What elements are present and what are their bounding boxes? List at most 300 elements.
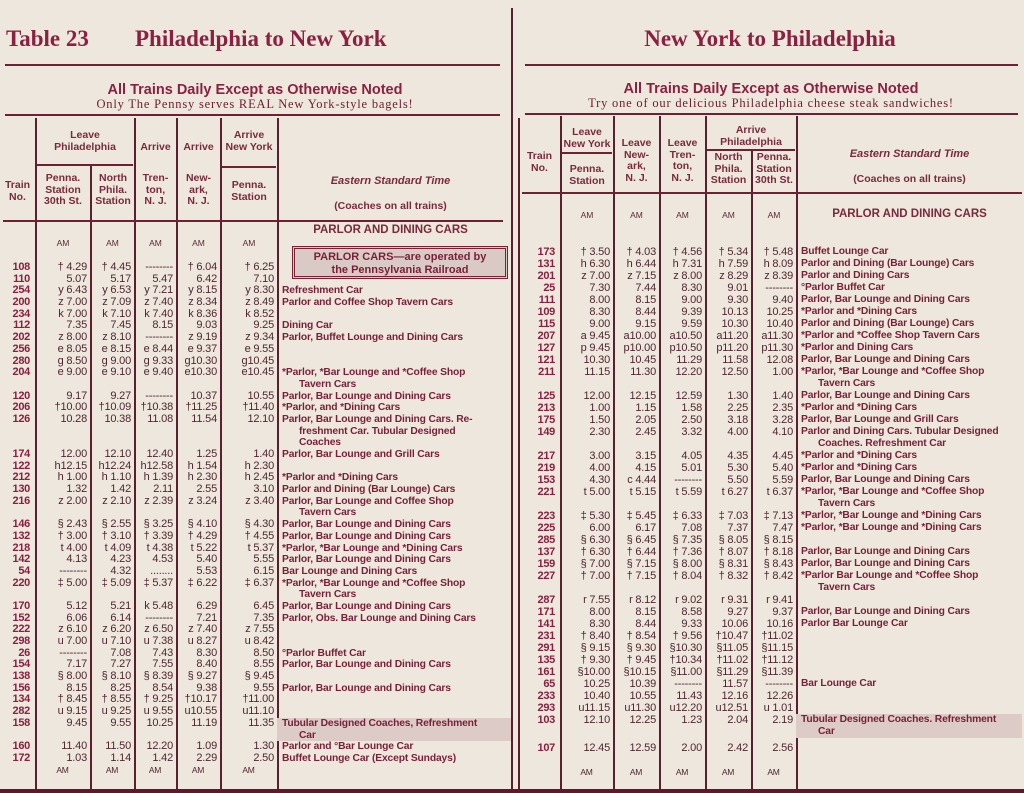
right-subtitle: Try one of our delicious Philadelphia cheese steak sandwiches! [588, 96, 954, 110]
time-cell: † 8.54 [626, 630, 656, 642]
table-row-continuation [519, 498, 1022, 510]
table-row [0, 613, 511, 625]
time-cell: -------- [145, 612, 173, 624]
train-number: 160 [12, 741, 30, 753]
blank [519, 378, 560, 390]
header-penna-station-30th: Penna. Station 30th St. [44, 172, 82, 207]
table-row [519, 534, 1022, 546]
time-cell: 10.55 [247, 390, 274, 402]
time-cell: 1.14 [110, 752, 131, 764]
table-row [519, 450, 1022, 462]
divider [5, 64, 500, 66]
time-cell: 4.13 [66, 554, 87, 566]
time-cell: z 2.39 [144, 495, 173, 507]
time-cell: 5.12 [66, 600, 87, 612]
table-row [519, 666, 1022, 678]
time-cell: a10.00 [623, 330, 656, 342]
table-row [519, 714, 1022, 726]
time-cell: 8.30 [589, 618, 610, 630]
time-cell: § 9.30 [626, 642, 656, 654]
car-description [277, 671, 511, 683]
time-cell: 2.45 [635, 426, 656, 438]
time-cell: ‡ 5.37 [143, 577, 173, 589]
time-cell: 5.40 [772, 462, 793, 474]
time-cell: 10.39 [629, 678, 656, 690]
car-description: Parlor, Bar Lounge and Dining Cars [801, 390, 970, 401]
time-cell: e 9.00 [57, 367, 87, 379]
time-cell: † 3.50 [580, 246, 610, 258]
time-cell: u 8.42 [244, 636, 274, 647]
table-row [519, 546, 1022, 558]
car-description: Parlor and Dining (Bar Lounge) Cars [801, 318, 975, 329]
time-cell: g 9.00 [101, 355, 131, 367]
time-cell: 4.15 [635, 462, 656, 474]
car-description: Parlor, Bar Lounge and Dining Cars [801, 294, 970, 305]
time-cell: u 7.00 [57, 636, 87, 647]
car-description: Parlor, Bar Lounge and Dining Cars [801, 474, 970, 485]
time-cell: u10.55 [184, 706, 217, 718]
train-number: 126 [12, 413, 30, 425]
time-cell: z 8.29 [719, 270, 748, 282]
car-description: Car [796, 726, 1022, 738]
time-cell: 2.05 [635, 414, 656, 426]
time-cell: 7.21 [196, 612, 217, 624]
car-description: *Parlor, and *Dining Cars [282, 402, 401, 414]
train-number: 138 [12, 671, 30, 683]
time-cell: 10.06 [721, 618, 748, 630]
time-cell: g 8.50 [57, 355, 87, 367]
time-cell: 6.14 [110, 612, 131, 624]
train-number: 131 [537, 258, 555, 270]
train-number: 107 [537, 742, 555, 754]
table-row-continuation [519, 438, 1022, 450]
table-row [0, 636, 511, 648]
time-cell: u11.15 [578, 702, 610, 714]
time-cell [176, 426, 220, 438]
time-cell: 1.50 [589, 414, 610, 426]
train-number: 216 [12, 495, 30, 507]
car-description: Parlor, Bar Lounge and Dining Cars [282, 682, 451, 694]
time-cell: e 9.10 [101, 367, 131, 379]
car-description: Parlor and Coffee Shop Tavern Cars [282, 297, 453, 309]
table-row [0, 297, 511, 309]
time-cell [220, 379, 277, 391]
time-cell: 9.37 [772, 606, 793, 618]
time-cell: † 6.44 [626, 546, 656, 558]
table-row [519, 594, 1022, 606]
time-cell: 12.20 [675, 366, 702, 378]
time-cell: 2.50 [253, 752, 274, 764]
time-cell: 8.54 [152, 682, 173, 694]
time-cell: 7.35 [66, 320, 87, 332]
car-description: *Parlor, *Bar Lounge and *Coffee Shop [282, 367, 466, 379]
time-cell: † 8.18 [763, 546, 793, 558]
time-cell: 10.38 [104, 413, 131, 425]
section-title: PARLOR AND DINING CARS [832, 208, 987, 220]
time-cell: 2.25 [727, 402, 748, 414]
time-cell: 5.21 [110, 600, 131, 612]
table-row [0, 648, 511, 660]
time-cell: 7.55 [152, 659, 173, 671]
time-cell: § 6.45 [626, 534, 656, 546]
train-number: 65 [543, 678, 555, 690]
time-cell: 9.03 [196, 320, 217, 332]
time-cell: §11.00 [670, 666, 702, 678]
time-cell: 6.42 [196, 273, 217, 285]
time-cell: § 7.15 [626, 558, 656, 570]
time-cell: 2.50 [681, 414, 702, 426]
am-label: AM [56, 238, 70, 248]
time-cell: c 4.44 [627, 474, 656, 486]
time-cell: t 6.37 [766, 486, 793, 498]
time-cell: ‡ 6.33 [672, 510, 702, 522]
time-cell: p10.00 [623, 342, 656, 354]
time-cell: 5.07 [66, 273, 87, 285]
blank [0, 730, 35, 742]
header-penna-station: Penna. Station [231, 179, 267, 203]
panel-divider [511, 8, 513, 793]
time-cell: e 9.37 [187, 343, 217, 355]
car-description: *Parlor, *Bar Lounge and *Dining Cars [801, 510, 982, 521]
car-description: Coaches [299, 437, 341, 449]
time-cell: 8.50 [253, 647, 274, 659]
table-row [0, 659, 511, 671]
car-description: Refreshment Car [282, 285, 363, 297]
am-label: AM [580, 767, 593, 777]
time-cell: § 2.43 [57, 519, 87, 531]
table-row [0, 718, 511, 730]
time-cell: 9.27 [727, 606, 748, 618]
header-eastern-standard-time: Eastern Standard Time [849, 148, 970, 160]
time-cell: 10.55 [629, 690, 656, 702]
time-cell: 1.42 [110, 484, 131, 496]
time-cell: p11.20 [716, 342, 748, 354]
time-cell: 7.35 [253, 612, 274, 624]
time-cell: u 9.55 [143, 706, 173, 718]
time-cell: 1.40 [253, 449, 274, 460]
time-cell: 10.30 [721, 318, 748, 330]
divider [522, 192, 1022, 194]
time-cell: -------- [145, 262, 173, 273]
time-cell: §11.15 [761, 642, 793, 654]
train-number: 110 [13, 273, 30, 285]
car-description: Tubular Designed Coaches, Refreshment [277, 718, 511, 730]
time-cell: 8.15 [635, 606, 656, 618]
time-cell: 11.19 [191, 717, 217, 729]
time-cell: t 4.09 [104, 542, 131, 554]
time-cell: -------- [765, 678, 793, 690]
header-arrive: Arrive [183, 141, 214, 153]
time-cell: 2.56 [772, 742, 793, 754]
time-cell: r 9.41 [766, 594, 793, 606]
time-cell [659, 378, 705, 390]
table-row [519, 342, 1022, 354]
time-cell: 7.08 [110, 647, 131, 659]
blank [0, 426, 35, 438]
table-row [519, 486, 1022, 498]
time-cell: 11.54 [191, 413, 217, 425]
am-label: AM [105, 764, 119, 775]
time-cell: 5.40 [196, 554, 217, 566]
train-number: 146 [12, 519, 30, 531]
table-row [0, 285, 511, 297]
header-coaches: (Coaches on all trains) [853, 173, 966, 185]
time-cell: e10.30 [184, 367, 217, 379]
train-number: 285 [537, 534, 555, 546]
train-number: 291 [537, 642, 555, 654]
time-cell: § 7.35 [672, 534, 702, 546]
time-cell: e 8.44 [143, 343, 173, 355]
table-row [0, 554, 511, 566]
time-cell: 9.38 [196, 682, 217, 694]
blank [519, 438, 560, 450]
time-cell: †11.12 [761, 654, 793, 666]
time-cell: 8.25 [110, 682, 131, 694]
time-cell: 8.00 [589, 294, 610, 306]
table-row [0, 472, 511, 484]
time-cell: h 2.30 [187, 472, 217, 484]
time-cell: 11.40 [61, 741, 87, 753]
time-cell: 12.45 [583, 742, 610, 754]
time-cell: 10.25 [146, 717, 173, 729]
time-cell: 11.35 [248, 717, 274, 729]
time-cell: h 1.00 [57, 472, 87, 484]
time-cell: † 9.30 [580, 654, 610, 666]
time-cell: 2.29 [196, 752, 217, 764]
time-cell: a 9.45 [580, 330, 610, 342]
car-description: Bar Lounge Car [801, 678, 877, 689]
train-number: 233 [537, 690, 555, 702]
time-cell [560, 378, 613, 390]
table-number: Table 23 [6, 26, 89, 51]
table-row [519, 306, 1022, 318]
table-row [519, 366, 1022, 378]
train-number: 218 [12, 542, 30, 554]
train-number: 132 [12, 530, 30, 542]
time-cell [659, 438, 705, 450]
time-cell: § 7.00 [580, 558, 610, 570]
car-description: Parlor, Bar Lounge and Dining Cars. Re- [282, 413, 473, 425]
train-number: 175 [537, 414, 555, 426]
car-description: *Parlor Bar Lounge and *Coffee Shop [801, 570, 979, 581]
time-cell: t 5.15 [629, 486, 656, 498]
train-number: 234 [12, 308, 30, 320]
car-description: *Parlor, *Bar Lounge and *Coffee Shop [801, 486, 985, 497]
time-cell: z 6.10 [58, 624, 87, 636]
time-cell: 2.11 [153, 484, 173, 496]
car-description: °Parlor Buffet Car [282, 647, 366, 659]
header-leave-newark: Leave New- ark, N. J. [621, 137, 652, 184]
time-cell: †11.02 [716, 654, 748, 666]
time-cell: k 7.10 [102, 308, 131, 320]
time-cell: 2.35 [772, 402, 793, 414]
time-cell: 7.10 [253, 273, 274, 285]
time-cell: 6.45 [253, 600, 274, 612]
time-cell: u 1.01 [763, 702, 793, 714]
time-cell: 12.25 [629, 714, 656, 726]
car-description: *Parlor and *Dining Cars [801, 306, 917, 317]
car-description: Parlor, Bar Lounge and Dining Cars [282, 554, 451, 566]
table-row [0, 262, 511, 274]
time-cell: y 8.15 [188, 285, 217, 297]
time-cell: u 7.38 [143, 636, 173, 647]
time-cell [176, 507, 220, 519]
car-description: *Parlor, *Bar Lounge and *Coffee Shop [801, 366, 985, 377]
time-cell: 12.10 [247, 413, 274, 425]
am-row [0, 765, 511, 777]
time-cell: -------- [59, 565, 87, 577]
time-cell: u 7.10 [101, 636, 131, 647]
train-number: 121 [537, 354, 555, 366]
table-row [519, 390, 1022, 402]
time-cell: z 7.00 [58, 297, 87, 309]
header-eastern-standard-time: Eastern Standard Time [330, 175, 451, 187]
table-row [519, 742, 1022, 754]
time-cell: †10.17 [184, 694, 217, 706]
train-number: 141 [537, 618, 555, 630]
time-cell: † 9.25 [143, 694, 173, 706]
time-cell: h 6.44 [626, 258, 656, 270]
time-cell: z 9.34 [245, 332, 274, 344]
time-cell: † 4.45 [101, 262, 131, 273]
car-description: Bar Lounge and Dining Cars [282, 565, 418, 577]
time-cell: 7.17 [66, 659, 87, 671]
time-cell: 9.25 [253, 320, 274, 332]
time-cell: ‡ 5.00 [57, 577, 87, 589]
time-cell: 9.59 [681, 318, 702, 330]
time-cell: h 7.59 [718, 258, 748, 270]
time-cell: 9.40 [772, 294, 793, 306]
train-number: 154 [12, 659, 30, 671]
time-cell: 9.45 [66, 717, 87, 729]
time-cell: § 4.10 [187, 519, 217, 531]
time-cell: u12.20 [669, 702, 702, 714]
time-cell: u 8.27 [187, 636, 217, 647]
am-label: AM [242, 764, 255, 775]
time-cell: z 6.20 [102, 624, 131, 636]
time-cell: §11.29 [716, 666, 748, 678]
table-row [0, 578, 511, 590]
time-cell [90, 379, 134, 391]
train-number: 156 [12, 682, 30, 694]
time-cell: †11.02 [761, 630, 793, 642]
table-row [519, 414, 1022, 426]
time-cell: h 1.54 [187, 460, 217, 472]
car-description: *Parlor, *Bar Lounge and *Dining Cars [282, 542, 463, 554]
train-number: 231 [537, 630, 555, 642]
time-cell [35, 437, 90, 449]
time-cell: 12.08 [766, 354, 793, 366]
time-cell: z 3.24 [188, 495, 217, 507]
car-description: Tavern Cars [299, 507, 357, 519]
time-cell: p11.30 [761, 342, 793, 354]
time-cell: 1.40 [772, 390, 793, 402]
train-number: 137 [537, 546, 555, 558]
car-description [277, 356, 511, 368]
time-cell: † 8.45 [57, 694, 87, 706]
time-cell: §11.05 [716, 642, 748, 654]
car-description: Parlor, Bar Lounge and Dining Cars [282, 519, 451, 531]
time-cell: 11.58 [722, 354, 748, 366]
table-row [0, 461, 511, 473]
header-newark: New- ark, N. J. [185, 172, 212, 207]
header-leave-philadelphia: Leave Philadelphia [54, 129, 116, 153]
header-leave-trenton: Leave Tren- ton, N. J. [667, 137, 698, 184]
train-number: 221 [537, 486, 555, 498]
car-description: Parlor and Dining (Bar Lounge) Cars [801, 258, 975, 269]
time-cell: 1.32 [66, 484, 87, 496]
time-cell: 8.15 [635, 294, 656, 306]
time-cell: ‡ 6.22 [187, 577, 217, 589]
time-cell: § 8.05 [718, 534, 748, 546]
table-row [519, 522, 1022, 534]
car-description: Tavern Cars [299, 378, 357, 390]
am-label: AM [767, 210, 781, 220]
time-cell: 7.43 [152, 647, 173, 659]
time-cell [659, 498, 705, 510]
time-cell: † 8.42 [763, 570, 793, 582]
time-cell [560, 498, 613, 510]
time-cell: z 8.39 [764, 270, 793, 282]
time-cell: ‡ 5.09 [101, 577, 131, 589]
time-cell: 7.45 [110, 320, 131, 332]
time-cell: † 5.34 [718, 246, 748, 258]
car-description [796, 594, 1022, 606]
time-cell: 12.15 [629, 390, 656, 402]
time-cell: 10.40 [766, 318, 793, 330]
table-row [0, 344, 511, 356]
car-description: °Parlor Buffet Car [801, 282, 885, 293]
table-row [519, 630, 1022, 642]
table-row [519, 654, 1022, 666]
time-cell: 5.47 [152, 273, 173, 285]
time-cell [220, 426, 277, 438]
train-number: 149 [537, 426, 555, 438]
time-cell: † 3.39 [143, 530, 173, 542]
train-number: 172 [12, 752, 30, 764]
table-row [0, 683, 511, 695]
time-cell: 12.10 [583, 714, 610, 726]
table-row [519, 702, 1022, 714]
time-cell [220, 507, 277, 519]
train-number: 217 [537, 450, 555, 462]
divider [5, 114, 500, 116]
time-cell: †10.34 [669, 654, 702, 666]
table-row [0, 741, 511, 753]
car-description: Tavern Cars [818, 378, 876, 389]
train-number: 207 [537, 330, 555, 342]
time-cell [90, 507, 134, 519]
table-row [0, 402, 511, 414]
header-arrive-new-york: Arrive New York [225, 129, 273, 153]
time-cell: 11.50 [105, 741, 131, 753]
time-cell [560, 726, 613, 738]
train-number: 142 [12, 554, 30, 566]
time-cell: 12.40 [146, 449, 173, 460]
train-number: 256 [12, 343, 30, 355]
table-row [0, 671, 511, 683]
time-cell: 7.27 [110, 659, 131, 671]
time-cell: § 8.10 [101, 671, 131, 683]
time-cell: y 6.43 [58, 285, 87, 297]
table-row-continuation [0, 437, 511, 449]
time-cell: † 7.15 [626, 570, 656, 582]
time-cell: § 8.39 [143, 671, 173, 683]
time-cell: § 4.30 [244, 519, 274, 531]
car-description [796, 666, 1022, 678]
time-cell: y 6.53 [102, 285, 131, 297]
table-row [0, 356, 511, 368]
